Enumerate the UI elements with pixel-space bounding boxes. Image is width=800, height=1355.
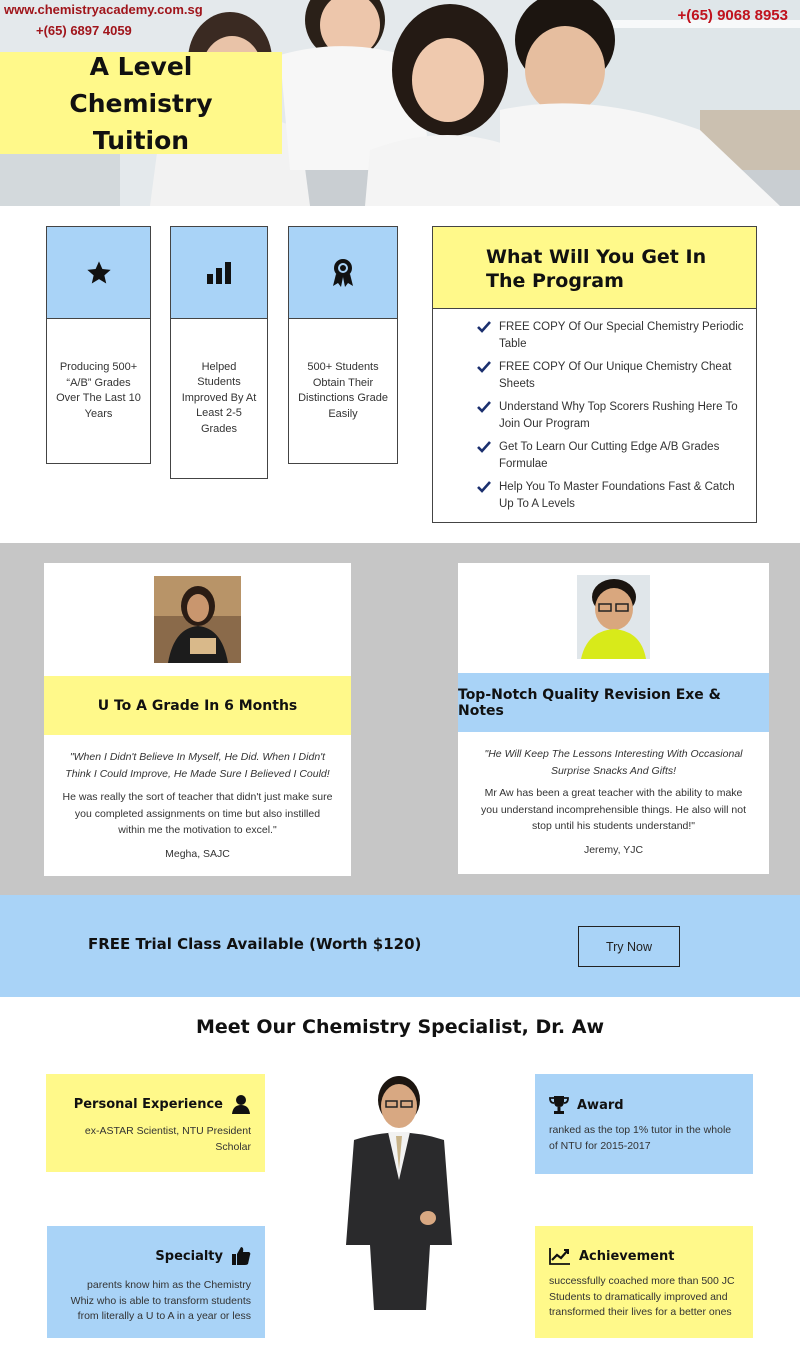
stat-card-body <box>289 319 397 463</box>
testimonial-quote: "He Will Keep The Lessons Interesting With Occasional Surprise Snacks And Gifts! <box>484 748 743 777</box>
testimonial-body: Mr Aw has been a great teacher with the ability to make you understand incomprehensible things. He also will not stop until his students understand!" <box>481 787 746 832</box>
achievement-box <box>535 1226 753 1338</box>
award-box <box>535 1074 753 1174</box>
stat-card-distinctions <box>288 226 398 464</box>
checkmark-icon <box>477 481 491 493</box>
testimonial-author: Megha, SAJC <box>165 848 230 860</box>
checkmark-icon <box>477 401 491 413</box>
phone-number-left[interactable]: +(65) 6897 4059 <box>36 23 132 38</box>
testimonial-author: Jeremy, YJC <box>583 844 644 856</box>
testimonial-body: He was really the sort of teacher that didn't just make sure you completed assignments on time but also instilled within me the motivation to excel." <box>62 791 333 836</box>
website-url[interactable]: www.chemistryacademy.com.sg <box>4 2 203 17</box>
testimonial-photo <box>154 576 241 663</box>
list-item <box>477 399 744 432</box>
specialist-title: Meet Our Chemistry Specialist, Dr. Aw <box>195 1016 604 1038</box>
specialty-text: parents know him as the Chemistry Whiz who is able to transform students from literally a U to A in a year or less <box>70 1279 251 1322</box>
list-item <box>477 479 744 512</box>
trophy-icon <box>549 1095 569 1115</box>
stat-card-body <box>47 319 150 463</box>
testimonial-heading-bar <box>458 673 769 732</box>
stat-card-header <box>47 227 150 319</box>
star-icon <box>85 259 113 287</box>
program-title: What Will You Get In The Program <box>486 246 707 292</box>
testimonial-card-megha <box>44 563 351 876</box>
info-heading-row <box>549 1247 739 1265</box>
stat-text: Producing 500+ “A/B” Grades Over The Last 10 Years <box>56 361 141 420</box>
stat-card-header <box>289 227 397 319</box>
info-heading-row <box>61 1246 251 1266</box>
page-title: A Level Chemistry Tuition <box>69 51 213 155</box>
stat-card-grades <box>46 226 151 464</box>
testimonial-photo <box>577 575 650 659</box>
list-item-text: FREE COPY Of Our Unique Chemistry Cheat Sheets <box>499 361 732 390</box>
stat-card-body <box>171 319 267 478</box>
program-list <box>433 309 756 512</box>
personal-experience-box <box>46 1074 265 1172</box>
checkmark-icon <box>477 441 491 453</box>
free-trial-text: FREE Trial Class Available (Worth $120) <box>88 935 422 953</box>
program-benefits-box <box>432 226 757 523</box>
testimonial-card-jeremy <box>458 563 769 874</box>
specialty-heading: Specialty <box>155 1248 223 1264</box>
stat-text: Helped Students Improved By At Least 2-5 Grades <box>181 360 257 435</box>
personal-experience-heading: Personal Experience <box>73 1096 223 1112</box>
achievement-heading: Achievement <box>579 1248 675 1264</box>
testimonial-heading: Top-Notch Quality Revision Exe & Notes <box>458 686 721 719</box>
list-item <box>477 359 744 392</box>
award-heading: Award <box>577 1097 624 1113</box>
bar-chart-icon <box>206 261 232 285</box>
stat-card-header <box>171 227 267 319</box>
achievement-text: successfully coached more than 500 JC Students to dramatically improved and transformed their lives for a better ones <box>549 1275 735 1318</box>
list-item-text: FREE COPY Of Our Special Chemistry Periodic Table <box>499 321 744 350</box>
list-item-text: Get To Learn Our Cutting Edge A/B Grades Formulae <box>499 441 720 470</box>
checkmark-icon <box>477 321 491 333</box>
testimonial-heading: U To A Grade In 6 Months <box>97 697 298 714</box>
personal-experience-text: ex-ASTAR Scientist, NTU President Scholar <box>84 1125 251 1153</box>
line-chart-icon <box>549 1247 571 1265</box>
testimonial-quote: "When I Didn't Believe In Myself, He Did. When I Didn't Think I Could Improve, He Made Sure I Believed I Could! <box>65 751 330 780</box>
list-item <box>477 319 744 352</box>
try-now-button[interactable]: Try Now <box>578 926 680 967</box>
award-ribbon-icon <box>331 258 355 288</box>
checkmark-icon <box>477 361 491 373</box>
program-header <box>433 227 756 309</box>
stat-text: 500+ Students Obtain Their Distinctions Grade Easily <box>298 361 388 420</box>
specialty-box <box>47 1226 265 1338</box>
free-trial-banner <box>0 895 800 997</box>
list-item-text: Understand Why Top Scorers Rushing Here To Join Our Program <box>499 401 738 430</box>
stat-card-improvement <box>170 226 268 479</box>
award-text: ranked as the top 1% tutor in the whole of NTU for 2015-2017 <box>549 1124 732 1152</box>
thumbs-up-icon <box>231 1246 251 1266</box>
info-heading-row <box>60 1094 251 1114</box>
list-item-text: Help You To Master Foundations Fast & Catch Up To A Levels <box>499 481 735 510</box>
hero-banner <box>0 0 800 206</box>
testimonial-heading-bar <box>44 676 351 735</box>
dr-aw-photo <box>340 1070 458 1310</box>
hero-title-box <box>0 52 282 154</box>
phone-number-right[interactable]: +(65) 9068 8953 <box>677 7 788 24</box>
list-item <box>477 439 744 472</box>
user-icon <box>231 1094 251 1114</box>
info-heading-row <box>549 1095 739 1115</box>
